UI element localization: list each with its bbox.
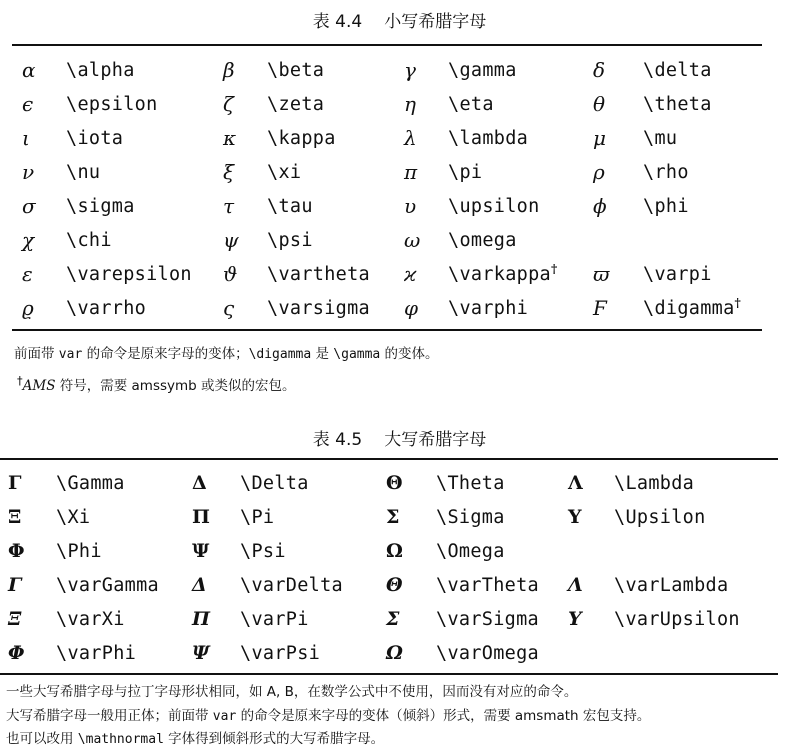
- latex-command: \Upsilon: [614, 506, 706, 528]
- table-caption-4-4: [0, 7, 799, 32]
- greek-symbol: Ϝ: [593, 296, 607, 320]
- greek-symbol: ξ: [223, 160, 235, 184]
- latex-command: \varrho: [66, 297, 147, 319]
- dagger-mark: †: [17, 374, 23, 388]
- note-code: \gamma: [333, 347, 381, 362]
- latex-command: \Theta: [436, 472, 505, 494]
- greek-symbol: β: [223, 58, 235, 82]
- note-text: 是: [311, 346, 334, 362]
- table-note: [6, 704, 650, 724]
- greek-symbol: ϵ: [22, 92, 34, 116]
- greek-symbol: γ: [404, 58, 416, 82]
- latex-command: \varpi: [643, 263, 712, 285]
- latex-command: \Xi: [56, 506, 91, 528]
- latex-command: \Psi: [240, 540, 286, 562]
- latex-command: \rho: [643, 161, 689, 183]
- table-caption-4-5: [0, 425, 799, 450]
- greek-symbol: Λ: [568, 574, 583, 596]
- table-note: 一些大写希腊字母与拉丁字母形状相同，如 A, B，在数学公式中不使用，因而没有对应的命令。: [6, 684, 578, 700]
- latex-command: \Phi: [56, 540, 102, 562]
- greek-symbol: Ξ: [8, 608, 22, 630]
- table-row: [22, 53, 757, 87]
- table-row: [22, 189, 757, 223]
- mid-rule: [0, 673, 778, 675]
- greek-symbol: [568, 636, 614, 670]
- latex-command: \psi: [267, 229, 313, 251]
- greek-symbol: ψ: [223, 228, 239, 252]
- greek-symbol: ι: [22, 126, 30, 150]
- table-row: [22, 291, 757, 325]
- greek-symbol: ς: [223, 296, 235, 320]
- latex-command: \eta: [448, 93, 494, 115]
- note-code: var: [212, 709, 237, 724]
- note-text: 符号，需要 amssymb 或类似的宏包。: [55, 378, 296, 394]
- greek-symbol: τ: [223, 194, 235, 218]
- latex-command: \Sigma: [436, 506, 505, 528]
- greek-symbol: υ: [404, 194, 417, 218]
- latex-command: \alpha: [66, 59, 135, 81]
- latex-command: \varPhi: [56, 642, 137, 664]
- greek-symbol: π: [404, 160, 418, 184]
- table-row: [22, 121, 757, 155]
- greek-symbol: σ: [22, 194, 36, 218]
- table-title: 大写希腊字母: [384, 430, 487, 450]
- latex-command: \delta: [643, 59, 712, 81]
- latex-command: \iota: [66, 127, 124, 149]
- greek-symbol: Γ: [8, 472, 22, 494]
- greek-symbol: Φ: [8, 540, 25, 562]
- greek-symbol: Δ: [192, 574, 207, 596]
- latex-command: \beta: [267, 59, 325, 81]
- note-text: 的命令是原来字母的变体（倾斜）形式，需要 amsmath 宏包支持。: [236, 708, 651, 724]
- latex-command: \varepsilon: [66, 263, 192, 285]
- greek-symbol: [593, 223, 643, 257]
- table-row: [22, 223, 757, 257]
- table-title: 小写希腊字母: [384, 12, 487, 32]
- latex-command: \theta: [643, 93, 712, 115]
- greek-symbol: α: [22, 58, 36, 82]
- latex-command: \varPsi: [240, 642, 321, 664]
- greek-symbol: φ: [404, 296, 419, 320]
- latex-command: \sigma: [66, 195, 135, 217]
- greek-symbol: Ψ: [192, 540, 210, 562]
- latex-command: \xi: [267, 161, 302, 183]
- latex-command: \varkappa†: [448, 262, 558, 286]
- latex-command: \varSigma: [436, 608, 539, 630]
- mid-rule: [12, 329, 762, 331]
- latex-command: \kappa: [267, 127, 336, 149]
- greek-symbol: θ: [593, 92, 606, 116]
- greek-symbol: ν: [22, 160, 35, 184]
- latex-command: \varLambda: [614, 574, 729, 596]
- greek-symbol: Λ: [568, 472, 583, 494]
- greek-symbol: Ξ: [8, 506, 22, 528]
- greek-symbol: ρ: [593, 160, 605, 184]
- latex-command: \varGamma: [56, 574, 159, 596]
- table-row: [8, 500, 768, 534]
- greek-symbol: [568, 534, 614, 568]
- greek-symbol: ϖ: [593, 262, 610, 286]
- note-code: \mathnormal: [77, 732, 164, 747]
- latex-command: \epsilon: [66, 93, 158, 115]
- latex-command: \gamma: [448, 59, 517, 81]
- table-note: [6, 727, 384, 747]
- greek-symbol: Θ: [386, 574, 403, 596]
- greek-symbol: Ψ: [192, 642, 210, 664]
- note-text: 字体得到倾斜形式的大写希腊字母。: [163, 731, 385, 747]
- uppercase-greek-table: [8, 466, 768, 670]
- greek-symbol: ω: [404, 228, 421, 252]
- greek-symbol: Υ: [568, 608, 582, 630]
- greek-symbol: Σ: [386, 506, 400, 528]
- table-row: [8, 534, 768, 568]
- table-row: [22, 155, 757, 189]
- greek-symbol: Ω: [386, 540, 403, 562]
- greek-symbol: δ: [593, 58, 606, 82]
- note-text: 大写希腊字母一般用正体；前面带: [6, 708, 213, 724]
- latex-command: [614, 636, 768, 670]
- latex-command: \upsilon: [448, 195, 540, 217]
- latex-command: \Delta: [240, 472, 309, 494]
- greek-symbol: Υ: [568, 506, 582, 528]
- latex-command: [643, 223, 757, 257]
- greek-symbol: Ω: [386, 642, 403, 664]
- latex-command: \zeta: [267, 93, 325, 115]
- latex-command: \lambda: [448, 127, 529, 149]
- greek-symbol: Π: [192, 506, 210, 528]
- greek-symbol: Σ: [386, 608, 400, 630]
- table-row: [8, 466, 768, 500]
- table-row: [8, 636, 768, 670]
- latex-command: \varPi: [240, 608, 309, 630]
- table-row: [8, 568, 768, 602]
- latex-command: \varDelta: [240, 574, 343, 596]
- note-text: 的变体。: [380, 346, 439, 362]
- lowercase-greek-table: [22, 53, 757, 325]
- latex-command: [614, 534, 768, 568]
- note-text: 前面带: [14, 346, 59, 362]
- note-code: \digamma: [248, 347, 312, 362]
- table-row: [22, 257, 757, 291]
- greek-symbol: χ: [22, 228, 35, 252]
- greek-symbol: Π: [192, 608, 210, 630]
- latex-command: \varTheta: [436, 574, 539, 596]
- table-number: 表 4.4: [312, 12, 363, 32]
- greek-symbol: ε: [22, 262, 33, 286]
- greek-symbol: Φ: [8, 642, 25, 664]
- greek-symbol: Δ: [192, 472, 207, 494]
- latex-command: \Omega: [436, 540, 505, 562]
- greek-symbol: ϱ: [22, 296, 34, 320]
- latex-command: \digamma†: [643, 296, 742, 320]
- latex-command: \varOmega: [436, 642, 539, 664]
- table-row: [22, 87, 757, 121]
- latex-command: \vartheta: [267, 263, 370, 285]
- latex-command: \varphi: [448, 297, 529, 319]
- greek-symbol: Θ: [386, 472, 403, 494]
- note-text: 的命令是原来字母的变体；: [82, 346, 249, 362]
- greek-symbol: η: [404, 92, 416, 116]
- note-code: var: [58, 347, 83, 362]
- latex-command: \varsigma: [267, 297, 370, 319]
- table-note: [17, 374, 296, 394]
- table-note: [14, 342, 439, 362]
- greek-symbol: λ: [404, 126, 417, 150]
- latex-command: \mu: [643, 127, 678, 149]
- greek-symbol: Γ: [8, 574, 22, 596]
- dagger-mark: †: [550, 262, 558, 277]
- greek-symbol: ϕ: [593, 194, 607, 218]
- table-number: 表 4.5: [312, 430, 363, 450]
- top-rule: [12, 44, 762, 46]
- note-text: 也可以改用: [6, 731, 78, 747]
- latex-command: \phi: [643, 195, 689, 217]
- greek-symbol: ϰ: [404, 262, 417, 286]
- latex-command: \nu: [66, 161, 101, 183]
- latex-command: \varUpsilon: [614, 608, 740, 630]
- latex-command: \tau: [267, 195, 313, 217]
- greek-symbol: ϑ: [223, 262, 238, 286]
- latex-command: \chi: [66, 229, 112, 251]
- dagger-mark: †: [734, 296, 742, 311]
- latex-command: \Lambda: [614, 472, 695, 494]
- latex-command: \varXi: [56, 608, 125, 630]
- latex-command: \pi: [448, 161, 483, 183]
- greek-symbol: ζ: [223, 92, 234, 116]
- ams-logo: AMS: [22, 378, 56, 394]
- top-rule: [0, 458, 778, 460]
- latex-command: \omega: [448, 229, 517, 251]
- latex-command: \Gamma: [56, 472, 125, 494]
- greek-symbol: κ: [223, 126, 237, 150]
- latex-command: \Pi: [240, 506, 275, 528]
- greek-symbol: μ: [593, 126, 606, 150]
- table-row: [8, 602, 768, 636]
